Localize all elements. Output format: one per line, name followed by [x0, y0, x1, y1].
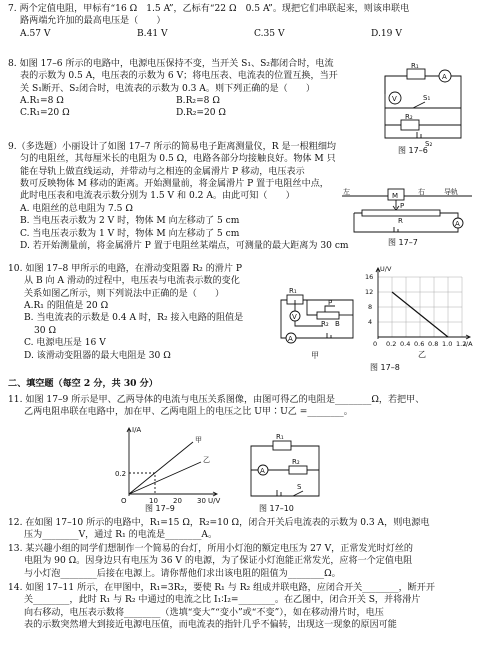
xtick: 30	[197, 497, 206, 504]
q8-option-b: B.R₂=8 Ω	[176, 96, 220, 107]
right-label: 右	[418, 188, 425, 196]
circuit-17-8-jia	[277, 286, 357, 348]
q10-option-b-cont: 30 Ω	[34, 325, 57, 336]
svg-text:A: A	[442, 73, 447, 81]
q11-line-2: 乙两电阻串联在电路中，加在甲、乙两电阻上的电压之比 U甲∶U乙 =________。	[24, 407, 353, 418]
question-13	[8, 543, 473, 580]
q9-line-3: 能在导轨上做直线运动，并带动与之相连的金属滑片 P 移动，电压表示	[20, 166, 305, 177]
q8-line-1: 8. 如图 17–6 所示的电路中，电源电压保持不变，当开关 S₁、S₂都闭合时，电流	[8, 59, 334, 69]
q14-line-2: 关________，此时 R₁ 与 R₂ 中通过的电流之比 I₁∶I₂=________。在乙图中，闭合开关 S，并将滑片	[24, 595, 421, 606]
xtick: 20	[173, 497, 182, 504]
question-8	[8, 58, 368, 120]
svg-text:S: S	[297, 483, 302, 491]
q7-option-b: B.41 V	[137, 28, 168, 39]
q9-line-1: 9.（多选题）小丽设计了如图 17–7 所示的简易电子距离测量仪，R 是一根粗细均	[8, 142, 337, 152]
q8-options-row-1	[8, 95, 368, 107]
xtick: 0.6	[414, 340, 425, 348]
xtick: 0	[373, 340, 378, 348]
xtick: 1.2	[456, 340, 467, 348]
q9-line-4: 数可反映物体 M 移动的距离。开始测量前，将金属滑片 P 置于电阻丝中点，	[20, 179, 329, 190]
figure-17-6	[373, 62, 473, 162]
xtick: 0.2	[386, 340, 397, 348]
circuit-17-7	[340, 188, 475, 240]
q8-line-3: 关 S₁断开、S₂闭合时，电流表的示数为 0.3 A。则下列正确的是（ ）	[20, 83, 315, 94]
q8-option-a: A.R₁=8 Ω	[20, 96, 64, 107]
figure-17-9	[115, 424, 225, 516]
q10-option-c: C. 电源电压是 16 V	[24, 338, 106, 349]
q9-option-c: C. 当电压表示数为 1 V 时，物体 M 向左移动了 5 cm	[20, 228, 240, 239]
xlabel-17-8: I/A	[464, 340, 473, 348]
figure-17-8-yi	[360, 265, 478, 375]
series-yi-label: 乙	[203, 456, 210, 464]
origin-label: O	[121, 497, 127, 504]
svg-text:R₂: R₂	[292, 458, 300, 466]
q11-line-1: 11. 如图 17–9 所示是甲、乙两导体的电流与电压关系图像，由图可得乙的电阻是________Ω，若把甲、	[8, 395, 425, 405]
q13-line-1: 13. 某兴趣小组的同学们想制作一个简易的台灯，所用小灯泡的额定电压为 27 V，正常发光时灯丝的	[8, 544, 414, 554]
q10-option-b: B. 当电流表的示数是 0.4 A 时，R₂ 接入电路的阻值是	[24, 313, 244, 324]
svg-text:S₂: S₂	[425, 140, 433, 146]
q7-option-a: A.57 V	[20, 28, 51, 39]
circuit-17-10	[245, 434, 325, 504]
ytick: 4	[368, 318, 373, 326]
svg-text:R₁: R₁	[276, 434, 284, 441]
question-14	[8, 582, 473, 631]
q13-line-3: 与小灯泡________后接在电源上。请你帮他们求出该电阻的阻值为________Ω。	[24, 568, 341, 579]
figure-17-9-caption: 图 17–9	[145, 504, 175, 513]
svg-text:A: A	[260, 467, 265, 475]
q10-line-2: 从 B 向 A 滑动的过程中，电压表与电流表示数的变化	[24, 276, 240, 287]
xtick: 1.0	[442, 340, 453, 348]
question-7	[8, 3, 473, 40]
q10-line-1: 10. 如图 17–8 甲所示的电路，在滑动变阻器 R₂ 的滑片 P	[8, 264, 243, 274]
question-12	[8, 517, 473, 542]
q7-stem-cont: 路两端允许加的最高电压是（ ）	[20, 16, 166, 27]
svg-text:S₁: S₁	[423, 94, 431, 102]
svg-text:R: R	[398, 217, 403, 225]
figure-17-10	[245, 434, 325, 516]
question-10	[8, 263, 288, 362]
q7-option-d: D.19 V	[371, 28, 402, 39]
figure-17-8-caption: 图 17–8	[370, 363, 400, 372]
figure-17-8-jia-label: 甲	[311, 351, 319, 360]
q7-option-c: C.35 V	[254, 28, 285, 39]
q10-option-d: D. 该滑动变阻器的最大电阻是 30 Ω	[24, 350, 171, 361]
track-label: 导轨	[444, 188, 458, 196]
xtick: 10	[149, 497, 158, 504]
svg-text:B: B	[335, 320, 340, 328]
q12-line-2: 压为________V，通过 R₁ 的电流是________A。	[24, 530, 218, 541]
graph-17-8-ticks	[365, 265, 473, 348]
svg-text:R₁: R₁	[411, 62, 419, 70]
figure-17-10-caption: 图 17–10	[259, 504, 294, 513]
svg-text:R₂: R₂	[405, 113, 413, 121]
q14-line-3: 向右移动，电压表示数将________（选填“变大”“变小”或“不变”），如在移动滑片时，电压	[24, 607, 384, 618]
circuit-17-6	[373, 62, 473, 146]
svg-text:A: A	[288, 335, 293, 343]
svg-text:V: V	[292, 313, 297, 321]
question-11	[8, 394, 473, 419]
q9-line-2: 匀的电阻丝，其每厘米长的电阻为 0.5 Ω，电路各部分均接触良好。物体 M 只	[20, 154, 336, 165]
q10-line-3: 关系如图乙所示，则下列说法中正确的是（ ）	[24, 288, 225, 299]
q8-option-d: D.R₂=20 Ω	[176, 108, 226, 119]
q13-line-2: 电阻为 90 Ω。因身边只有电压为 36 V 的电源，为了保证小灯泡能正常发光，应将一个定值电阻	[24, 556, 413, 567]
ytick-0.2: 0.2	[115, 470, 127, 478]
q8-options-row-2	[8, 107, 368, 119]
ytick: 8	[368, 303, 373, 311]
left-label: 左	[343, 188, 350, 196]
figure-17-8-jia	[277, 286, 357, 364]
q9-option-a: A. 电阻丝的总电阻为 7.5 Ω	[20, 203, 133, 214]
xtick: 0.4	[400, 340, 411, 348]
question-9	[8, 141, 358, 252]
svg-text:V: V	[392, 95, 397, 103]
q7-stem: 7. 两个定值电阻，甲标有“16 Ω 1.5 A”，乙标有“22 Ω 0.5 A”。现把它们串联起来，则该串联电	[8, 4, 410, 14]
q14-line-1: 14. 如图 17–11 所示，在甲图中，R₁=3R₂，要使 R₁ 与 R₂ 组成并联电路，应闭合开关________，断开开	[8, 583, 435, 593]
section-fill-in-title: 二、填空题（每空 2 分，共 30 分）	[8, 378, 158, 389]
q9-option-d: D. 若开始测量前，将金属滑片 P 置于电阻丝某端点，可测量的最大距离为 30 cm	[20, 240, 349, 251]
xtick: 0.8	[428, 340, 439, 348]
ytick: 16	[365, 273, 374, 281]
q14-line-4: 表的示数突然增大到接近电源电压值，而电流表的指针几乎不偏转，出现这一现象的原因可能	[24, 620, 397, 631]
figure-17-6-caption: 图 17–6	[398, 146, 428, 155]
ylabel-17-9: I/A	[132, 426, 142, 434]
ylabel-17-8: U/V	[380, 265, 392, 273]
graph-17-8-yi	[360, 265, 478, 351]
svg-text:P: P	[328, 299, 333, 307]
figure-17-8-yi-label: 乙	[418, 350, 426, 359]
q8-line-2: 表的示数为 0.5 A，电压表的示数为 6 V；将电压表、电流表的位置互换，当开	[20, 71, 338, 82]
svg-text:M: M	[392, 192, 399, 200]
svg-text:R₁: R₁	[289, 287, 297, 295]
figure-17-7	[340, 188, 475, 250]
svg-text:R₂: R₂	[321, 320, 329, 328]
q9-line-5: 此时电压表和电流表示数分别为 1.5 V 和 0.2 A。由此可知（ ）	[20, 191, 295, 202]
q8-option-c: C.R₁=20 Ω	[20, 108, 70, 119]
graph-17-9	[115, 424, 225, 504]
svg-text:A: A	[455, 220, 460, 228]
q12-line-1: 12. 在如图 17–10 所示的电路中，R₁=15 Ω，R₂=10 Ω，闭合开关后电流表的示数为 0.3 A，则电源电	[8, 518, 430, 528]
series-jia-label: 甲	[195, 436, 202, 444]
ytick: 12	[365, 288, 374, 296]
figure-17-7-caption: 图 17–7	[388, 238, 418, 247]
svg-text:P: P	[400, 202, 405, 210]
xlabel-17-9: U/V	[208, 497, 221, 504]
q7-options	[8, 28, 473, 40]
q9-option-b: B. 当电压表示数为 2 V 时，物体 M 向左移动了 5 cm	[20, 216, 240, 227]
q10-option-a: A.R₁ 的阻值是 20 Ω	[24, 301, 109, 312]
